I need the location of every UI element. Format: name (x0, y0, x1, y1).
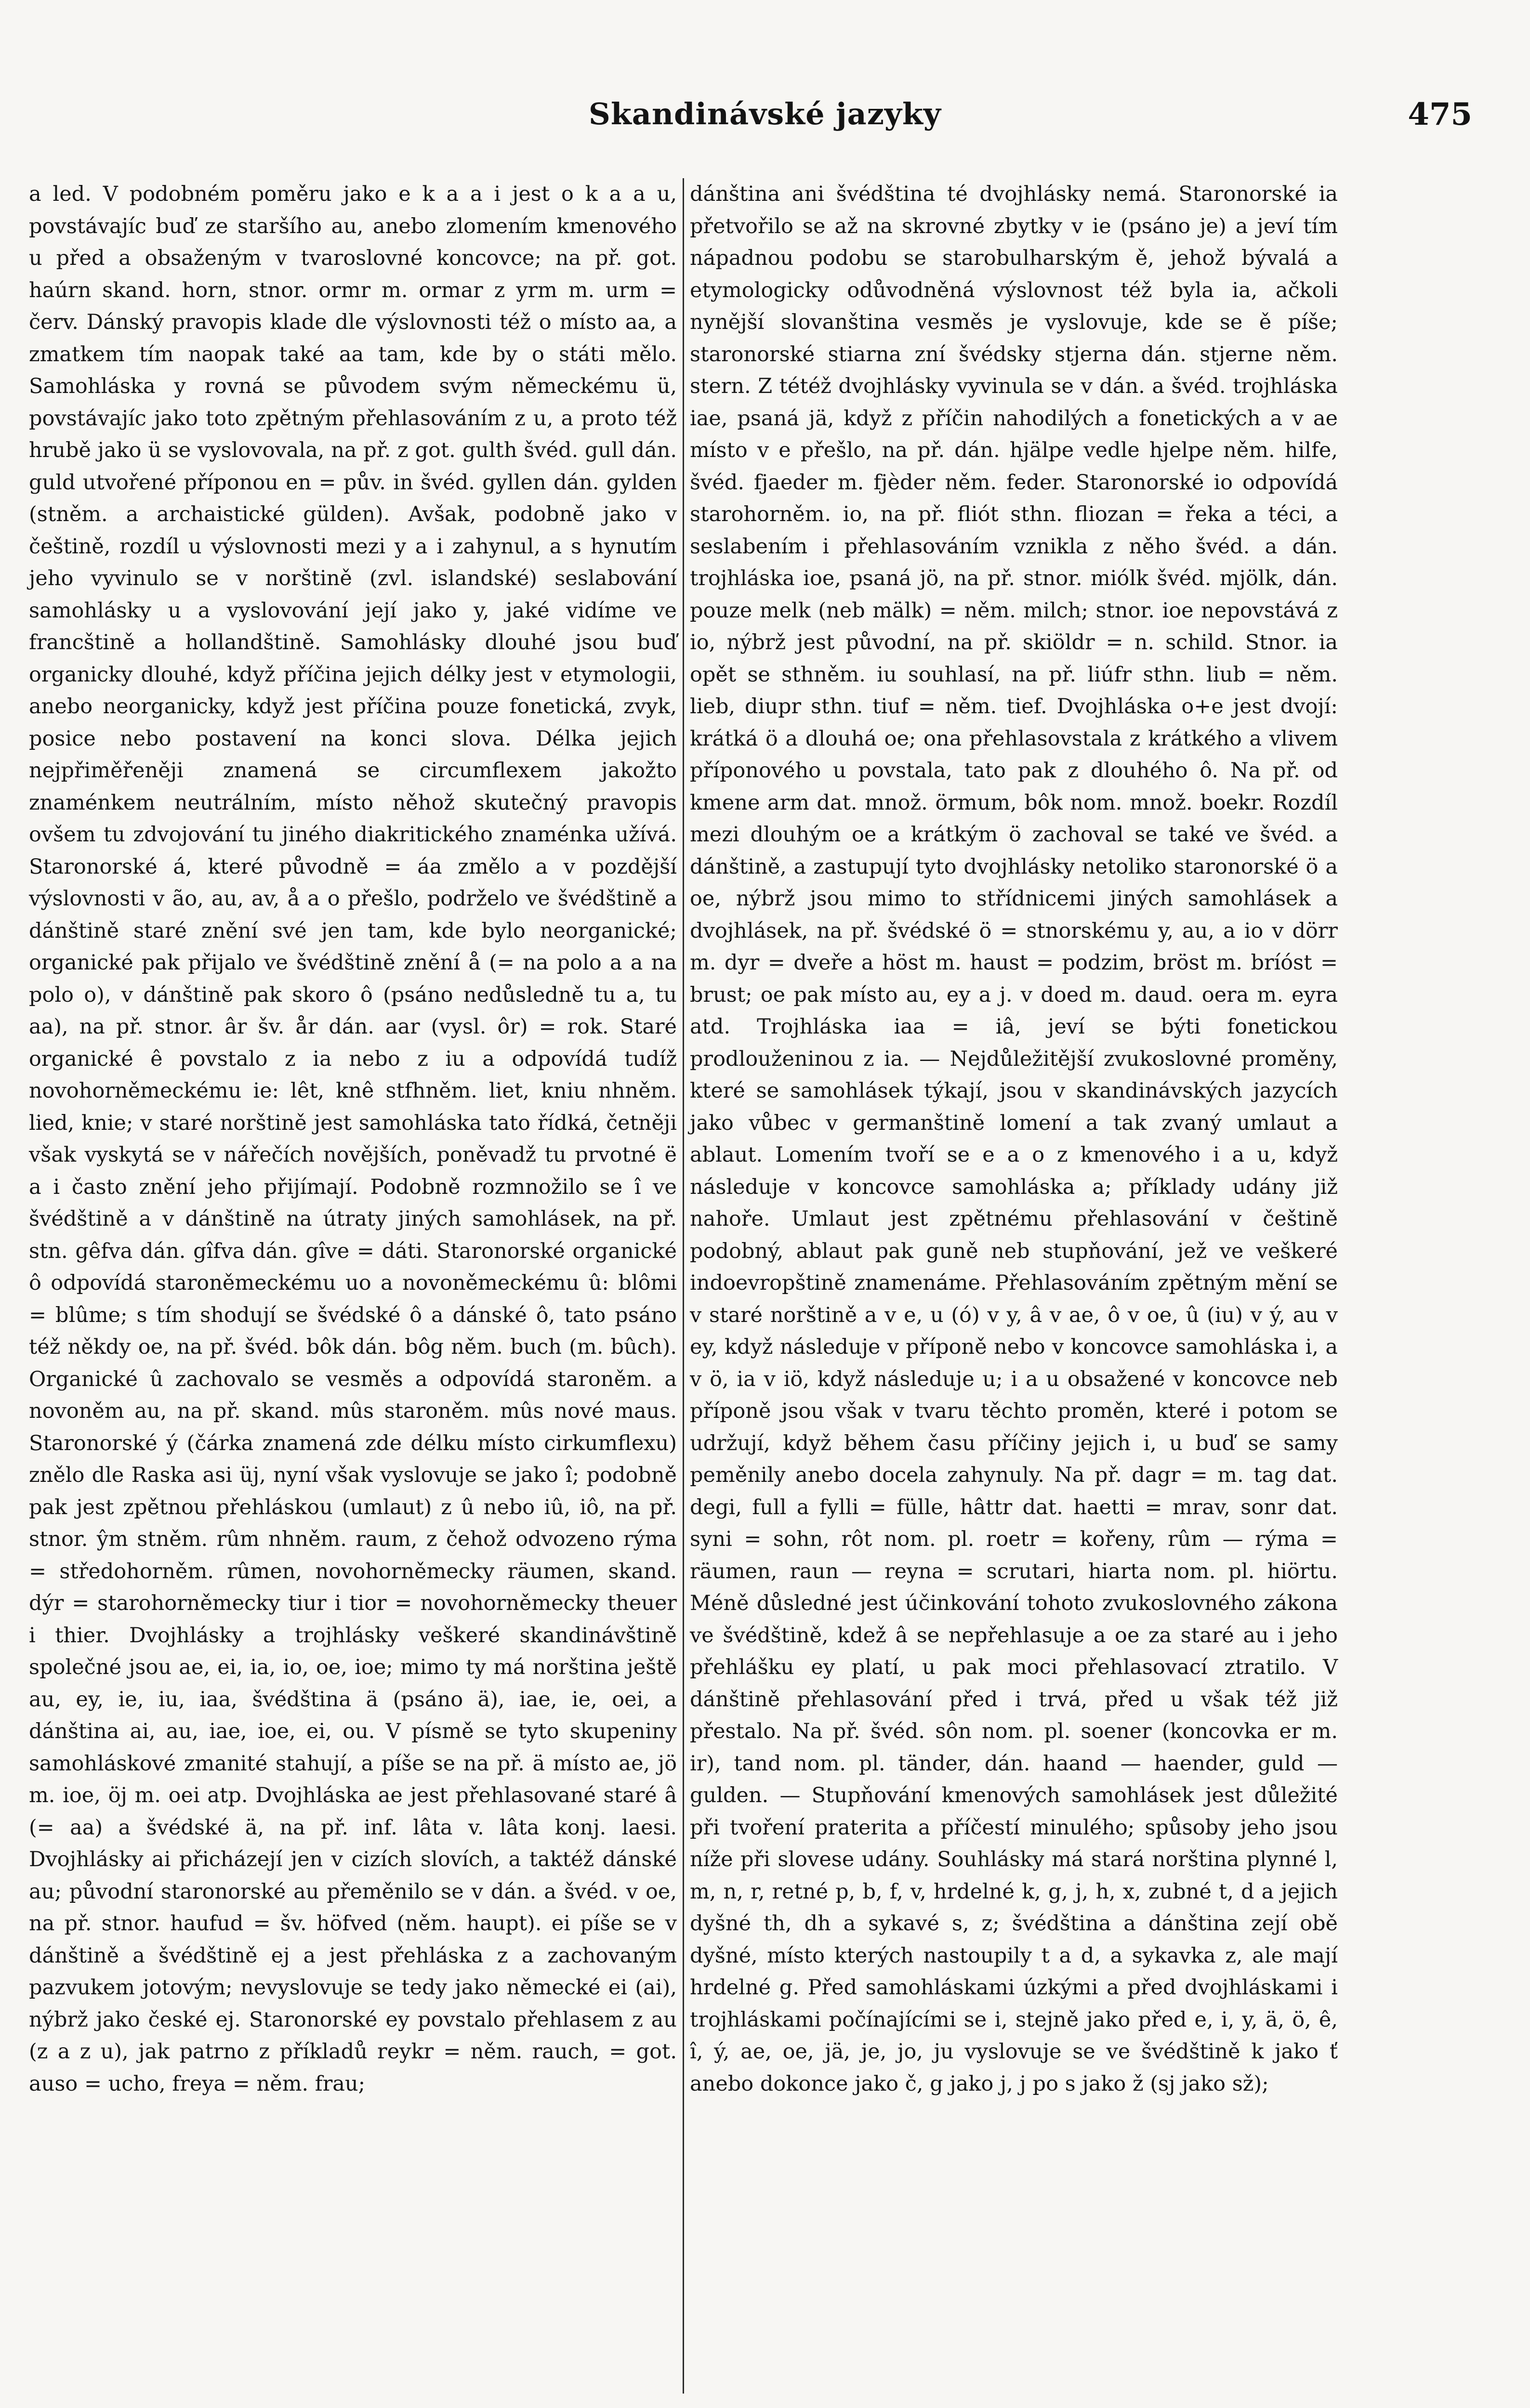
page-number: 475 (1408, 96, 1472, 132)
left-column-text: a led. V podobném poměru jako e k a a i jest o k a a u, povstávajíc buď ze staršího au, anebo zlomením kmenového u před a obsaženým v tvaroslovné koncovce; na př. got. haúrn skand. horn, stnor. ormr m. ormar z yrm m. urm = červ. Dánský pravopis klade dle výslovnosti též o místo aa, a zmatkem tím naopak také aa tam, kde by o státi mělo. Samohláska y rovná se původem svým německému ü, povstávajíc jako toto zpětným přehlasováním z u, a proto též hrubě jako ü se vyslovovala, na př. z got. gulth švéd. gull dán. guld utvořené příponou en = pův. in švéd. gyllen dán. gylden (stněm. a archaistické gülden). Avšak, podobně jako v češtině, rozdíl u výslovnosti mezi y a i zahynul, a s hynutím jeho vyvinulo se v norštině (zvl. islandské) seslabování samohlásky u a vyslovování její jako y, jaké vidíme ve francštině a hollandštině. Samohlásky dlouhé jsou buď organicky dlouhé, když příčina jejich délky jest v etymologii, anebo neorganicky, když jest příčina pouze fonetická, zvyk, posice nebo postavení na konci slova. Délka jejich nejpřiměřeněji znamená se circumflexem jakožto znaménkem neutrálním, místo něhož skutečný pravopis ovšem tu zdvojování tu jiného diakritického znaménka užívá. Staronorské á, které původně = áa změlo a v pozdější výslovnosti v ão, au, av, å a o přešlo, podrželo ve švédštině a dánštině staré znění své jen tam, kde bylo neorganické; organické pak přijalo ve švédštině znění å (= na polo a a na polo o), v dánštině pak skoro ô (psáno nedůsledně tu a, tu aa), na př. stnor. âr šv. år dán. aar (vysl. ôr) = rok. Staré organické ê povstalo z ia nebo z iu a odpovídá tudíž novohorněmeckému ie: lêt, knê stfhněm. liet, kniu nhněm. lied, knie; v staré norštině jest samohláska tato řídká, četněji však vyskytá se v nářečích novějších, poněvadž tu prvotné ë a i často znění jeho přijímají. Podobně rozmnožilo se î ve švédštině a v dánštině na útraty jiných samohlásek, na př. stn. gêfva dán. gîfva dán. gîve = dáti. Staronorské organické ô odpovídá staroněmeckému uo a novoněmeckému û: blômi = blûme; s tím shodují se švédské ô a dánské ô, tato psáno též někdy oe, na př. švéd. bôk dán. bôg něm. buch (m. bûch). Organické û zachovalo se vesměs a odpovídá staroněm. a novoněm au, na př. skand. mûs staroněm. mûs nové maus. Staronorské ý (čárka znamená zde délku místo cirkumflexu) znělo dle Raska asi üj, nyní však vyslovuje se jako î; podobně pak jest zpětnou přehláskou (umlaut) z û nebo iû, iô, na př. stnor. ŷm stněm. rûm nhněm. raum, z čehož odvozeno rýma = středohorněm. rûmen, novohorněmecky räumen, skand. dýr = starohorněmecky tiur i tior = novohorněmecky theuer i thier. Dvojhlásky a trojhlásky veškeré skandinávštině společné jsou ae, ei, ia, io, oe, ioe; mimo ty má norština ještě au, ey, ie, iu, iaa, švédština ä (psáno ä), iae, ie, oei, a dánština ai, au, iae, ioe, ei, ou. V písmě se tyto skupeniny samohláskové zmanité stahují, a píše se na př. ä místo ae, jö m. ioe, öj m. oei atp. Dvojhláska ae jest přehlasované staré â (= aa) a švédské ä, na př. inf. lâta v. lâta konj. laesi. Dvojhlásky ai přicházejí jen v cizích slovích, a taktéž dánské au; původní staronorské au přeměnilo se v dán. a švéd. v oe, na př. stnor. haufud = šv. höfved (něm. haupt). ei píše se v dánštině a švédštině ej a jest přehláska z a zachovaným pazvukem jotovým; nevyslovuje se tedy jako německé ei (ai), nýbrž jako české ej. Staronorské ey povstalo přehlasem z au (z a z u), jak patrno z příkladů reykr = něm. rauch, = got. auso = ucho, freya = něm. frau; (29, 182, 677, 2096)
right-column-text: dánština ani švédština té dvojhlásky nemá. Staronorské ia přetvořilo se až na skrovné zbytky v ie (psáno je) a jeví tím nápadnou podobu se starobulharským ě, jehož bývalá a etymologicky odůvodněná výslovnost též byla ia, ačkoli nynější slovanština vesměs je vyslovuje, kde se ě píše; staronorské stiarna zní švédsky stjerna dán. stjerne něm. stern. Z tétéž dvojhlásky vyvinula se v dán. a švéd. trojhláska iae, psaná jä, když z příčin nahodilých a fonetických a v ae místo v e přešlo, na př. dán. hjälpe vedle hjelpe něm. hilfe, švéd. fjaeder m. fjèder něm. feder. Staronorské io odpovídá starohorněm. io, na př. fliót sthn. fliozan = řeka a téci, a seslabením i přehlasováním vznikla z něho švéd. a dán. trojhláska ioe, psaná jö, na př. stnor. miólk švéd. mjölk, dán. pouze melk (neb mälk) = něm. milch; stnor. ioe nepovstává z io, nýbrž jest původní, na př. skiöldr = n. schild. Stnor. ia opět se sthněm. iu souhlasí, na př. liúfr sthn. liub = něm. lieb, diupr sthn. tiuf = něm. tief. Dvojhláska o+e jest dvojí: krátká ö a dlouhá oe; ona přehlasovstala z krátkého a vlivem příponového u povstala, tato pak z dlouhého ô. Na př. od kmene arm dat. množ. örmum, bôk nom. množ. boekr. Rozdíl mezi dlouhým oe a krátkým ö zachoval se také ve švéd. a dánštině, a zastupují tyto dvojhlásky netoliko staronorské ö a oe, nýbrž jsou mimo to střídnicemi jiných samohlásek a dvojhlásek, na př. švédské ö = stnorskému y, au, a io v dörr m. dyr = dveře a höst m. haust = podzim, bröst m. bríóst = brust; oe pak místo au, ey a j. v doed m. daud. oera m. eyra atd. Trojhláska iaa = iâ, jeví se býti fonetickou prodlouženinou z ia. — Nejdůležitější zvukoslovné proměny, které se samohlásek týkají, jsou v skandinávských jazycích jako vůbec v germanštině lomení a tak zvaný umlaut a ablaut. Lomením tvoří se e a o z kmenového i a u, když následuje v koncovce samohláska a; příklady udány již nahoře. Umlaut jest zpětnému přehlasování v češtině podobný, ablaut pak guně neb stupňování, jež ve veškeré indoevropštině znamenáme. Přehlasováním zpětným mění se v staré norštině a v e, u (ó) v y, â v ae, ô v oe, û (iu) v ý, au v ey, když následuje v příponě nebo v koncovce samohláska i, a v ö, ia v iö, když následuje u; i a u obsažené v koncovce neb příponě jsou však v tvaru těchto proměn, které i potom se udržují, když během času příčiny jejich i, u buď se samy peměnily anebo docela zahynuly. Na př. dagr = m. tag dat. degi, full a fylli = fülle, hâttr dat. haetti = mrav, sonr dat. syni = sohn, rôt nom. pl. roetr = kořeny, rûm — rýma = räumen, raun — reyna = scrutari, hiarta nom. pl. hiörtu. Méně důsledné jest účinkování tohoto zvukoslovného zákona ve švédštině, kdež â se nepřehlasuje a oe za staré au i jeho přehlášku ey platí, u pak moci přehlasovací ztratilo. V dánštině přehlasování před i trvá, před u však též již přestalo. Na př. švéd. sôn nom. pl. soener (koncovka er m. ir), tand nom. pl. tänder, dán. haand — haender, guld — gulden. — Stupňování kmenových samohlásek jest důležité při tvoření praterita a příčestí minulého; spůsoby jeho jsou níže při slovese udány. Souhlásky má stará norština plynné l, m, n, r, retné p, b, f, v, hrdelné k, g, j, h, x, zubné t, d a jejich dyšné th, dh a sykavé s, z; švédština a dánština zejí obě dyšné, místo kterých nastoupily t a d, a sykavka z, ale mají hrdelné g. Před samohláskami úzkými a před dvojhláskami i trojhláskami počínajícími se i, stejně jako před e, i, y, ä, ö, ê, î, ý, ae, oe, jä, je, jo, ju vyslovuje se ve švédštině k jako ť anebo dokonce jako č, g jako j, j po s jako ž (sj jako sž); (690, 182, 1338, 2096)
column-divider (683, 178, 684, 2394)
left-column (29, 178, 677, 2100)
right-column (690, 178, 1338, 2100)
page-header (29, 96, 1501, 149)
running-head: Skandinávské jazyky (589, 96, 941, 131)
